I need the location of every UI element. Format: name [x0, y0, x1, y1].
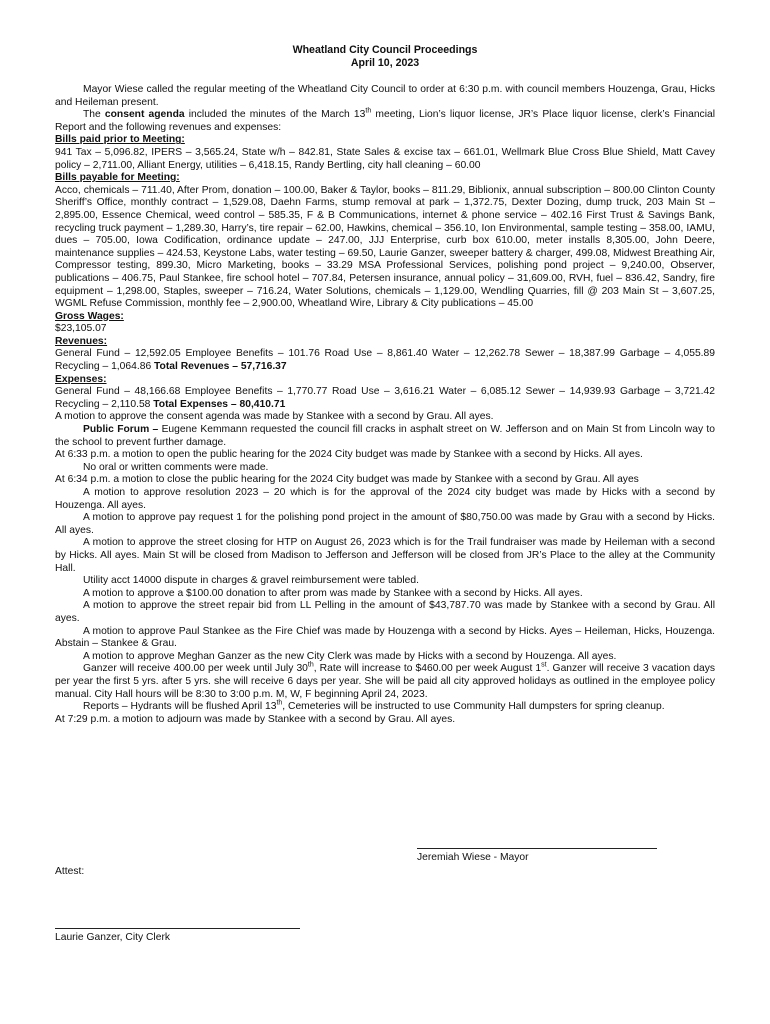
utility-acct-tabled: Utility acct 14000 dispute in charges & gravel reimbursement were tabled. — [83, 575, 419, 587]
consent-agenda: The consent agenda included the minutes of the March 13th meeting, Lion’s liquor license, JR’s Place liquor license, clerk’s Financial Report and the following revenues and expenses: — [55, 107, 715, 133]
expenses-list: General Fund – 48,166.68 Employee Benefits – 1,770.77 Road Use – 3,616.21 Water – 6,085.12 Sewer – 14,939.93 Garbage – 3,721.42 Recycling – 2,110.58 Total Expenses – 80,410.71 — [55, 386, 715, 410]
bills-prior-heading: Bills paid prior to Meeting: — [55, 134, 185, 146]
clerk-signature-line — [55, 928, 300, 929]
revenues-heading: Revenues: — [55, 335, 108, 347]
ganzer-terms: Ganzer will receive 400.00 per week until July 30th, Rate will increase to $460.00 per week August 1st. Ganzer will receive 3 vacation days per year the first 5 yrs. after 5 yrs. she will receive 6 days per year. She will be paid all city approved holidays as outlined in the employee policy manual. City Hall hours will be 8:30 to 3:00 p.m. M, W, F beginning April 24, 2023. — [55, 661, 715, 700]
revenues-list: General Fund – 12,592.05 Employee Benefits – 101.76 Road Use – 8,861.40 Water – 12,262.78 Sewer – 18,387.99 Garbage – 4,055.89 Recycling – 1,064.86 Total Revenues – 57,716.37 — [55, 348, 715, 373]
clerk-name: Laurie Ganzer, City Clerk — [55, 932, 171, 943]
gross-wages-heading: Gross Wages: — [55, 310, 124, 322]
document-body — [55, 44, 715, 726]
mayor-signature-block — [417, 848, 657, 863]
motion-adjourn: At 7:29 p.m. a motion to adjourn was made by Stankee with a second by Grau. All ayes. — [55, 713, 456, 725]
motion-donation: A motion to approve a $100.00 donation to after prom was made by Stankee with a second by Hicks. All ayes. — [83, 587, 583, 599]
motion-close-hearing: At 6:34 p.m. a motion to close the public hearing for the 2024 City budget was made by Stankee with a second by Grau. All ayes — [55, 474, 639, 486]
bills-prior-list: 941 Tax – 5,096.82, IPERS – 3,565.24, State w/h – 842.81, State Sales & excise tax – 661.01, Wellmark Blue Cross Blue Shield, Matt Cavey policy – 2,711.00, Alliant Energy, utilities – 6,418.15, Randy Bertling, city hall cleaning – 60.00 — [55, 146, 715, 171]
motion-repair-bid: A motion to approve the street repair bid from LL Pelling in the amount of $43,787.70 was made by Stankee with a second by Grau. All ayes. — [55, 600, 715, 624]
document-title: Wheatland City Council Proceedings — [292, 44, 478, 56]
motion-resolution: A motion to approve resolution 2023 – 20 which is for the approval of the 2024 city budget was made by Hicks with a second by Houzenga. All ayes. — [55, 487, 715, 511]
motion-consent: A motion to approve the consent agenda was made by Stankee with a second by Grau. All ayes. — [55, 411, 494, 423]
motion-open-hearing: At 6:33 p.m. a motion to open the public hearing for the 2024 City budget was made by Stankee with a second by Hicks. All ayes. — [55, 449, 643, 461]
bills-payable-heading: Bills payable for Meeting: — [55, 172, 180, 184]
clerk-signature-block — [55, 928, 300, 943]
gross-wages-value: $23,105.07 — [55, 323, 107, 335]
motion-city-clerk: A motion to approve Meghan Ganzer as the new City Clerk was made by Hicks with a second by Houzenga. All ayes. — [83, 650, 617, 662]
mayor-signature-line — [417, 848, 657, 849]
public-forum: Public Forum – Eugene Kemmann requested the council fill cracks in asphalt street on W. Jefferson and on Main St from Lincoln way to the school to prevent further damage. — [55, 424, 715, 448]
call-to-order: Mayor Wiese called the regular meeting of the Wheatland City Council to order at 6:30 p.m. with council members Houzenga, Grau, Hicks and Heileman present. — [55, 84, 715, 108]
attest-label: Attest: — [55, 866, 85, 877]
reports: Reports – Hydrants will be flushed April 13th, Cemeteries will be instructed to use Community Hall dumpsters for spring cleanup. — [83, 699, 665, 713]
expenses-heading: Expenses: — [55, 373, 107, 385]
motion-fire-chief: A motion to approve Paul Stankee as the Fire Chief was made by Houzenga with a second by Hicks. Ayes – Heileman, Hicks, Houzenga. Abstain – Stankee & Grau. — [55, 625, 715, 650]
motion-pay-request: A motion to approve pay request 1 for the polishing pond project in the amount of $80,750.00 was made by Grau with a second by Hicks. All ayes. — [55, 512, 715, 536]
bills-payable-list: Acco, chemicals – 711.40, After Prom, donation – 100.00, Baker & Taylor, books – 811.29, Biblionix, annual subscription – 800.00 Clinton County Sheriff’s Office, monthly contract – 1,529.08, Daehn Farms, stump removal at park – 1,372.75, Dexter Dozing, dump truck, 203 Main St – 2,895.00, Essence Chemical, weed control – 585.35, F & B Communications, internet & phone service – 402.16 First Trust & Savings Bank, recycling truck payment – 1,289.30, Harry’s, tire repair – 62.00, Hawkins, chemical – 356.10, Ion Environmental, sample testing – 358.00, IAMU, dues – 705.00, Iowa Codification, ordinance update – 247.00, JJJ Enterprise, curb box 610.00, meter installs 8,305.00, John Deere, maintenance supplies – 424.53, Keystone Labs, water testing – 69.50, Laurie Ganzer, sweeper battery & charger, 499.08, Midwest Breathing Air, Compressor testing, 899.30, Micro Marketing, books – 33.29 MSA Professional Services, polishing pond project – 9,240.00, Observer, publications – 406.75, Paul Stankee, fire school hotel – 707.84, Petersen insurance, annual policy – 31,609.00, RVH, fuel – 836.42, Sandry, fire equipment – 1,298.00, Staples, sweeper – 716.24, Water Solutions, chemicals – 1,129.00, Wendling Quarries, fill @ 203 Main St – 3,607.25, WGML Refuse Commission, monthly fee – 2,900.00, Wheatland Wire, Library & City publications – 45.00 — [55, 184, 715, 310]
motion-street-closing: A motion to approve the street closing for HTP on August 26, 2023 which is for the Trail fundraiser was made by Heileman with a second by Hicks. All ayes. Main St will be closed from Madison to Jefferson and Jefferson will be closed from JR’s Place to the alley at the Community Hall. — [55, 537, 715, 574]
document-date: April 10, 2023 — [350, 57, 420, 69]
mayor-name: Jeremiah Wiese - Mayor — [417, 852, 529, 863]
no-comments: No oral or written comments were made. — [83, 461, 269, 473]
